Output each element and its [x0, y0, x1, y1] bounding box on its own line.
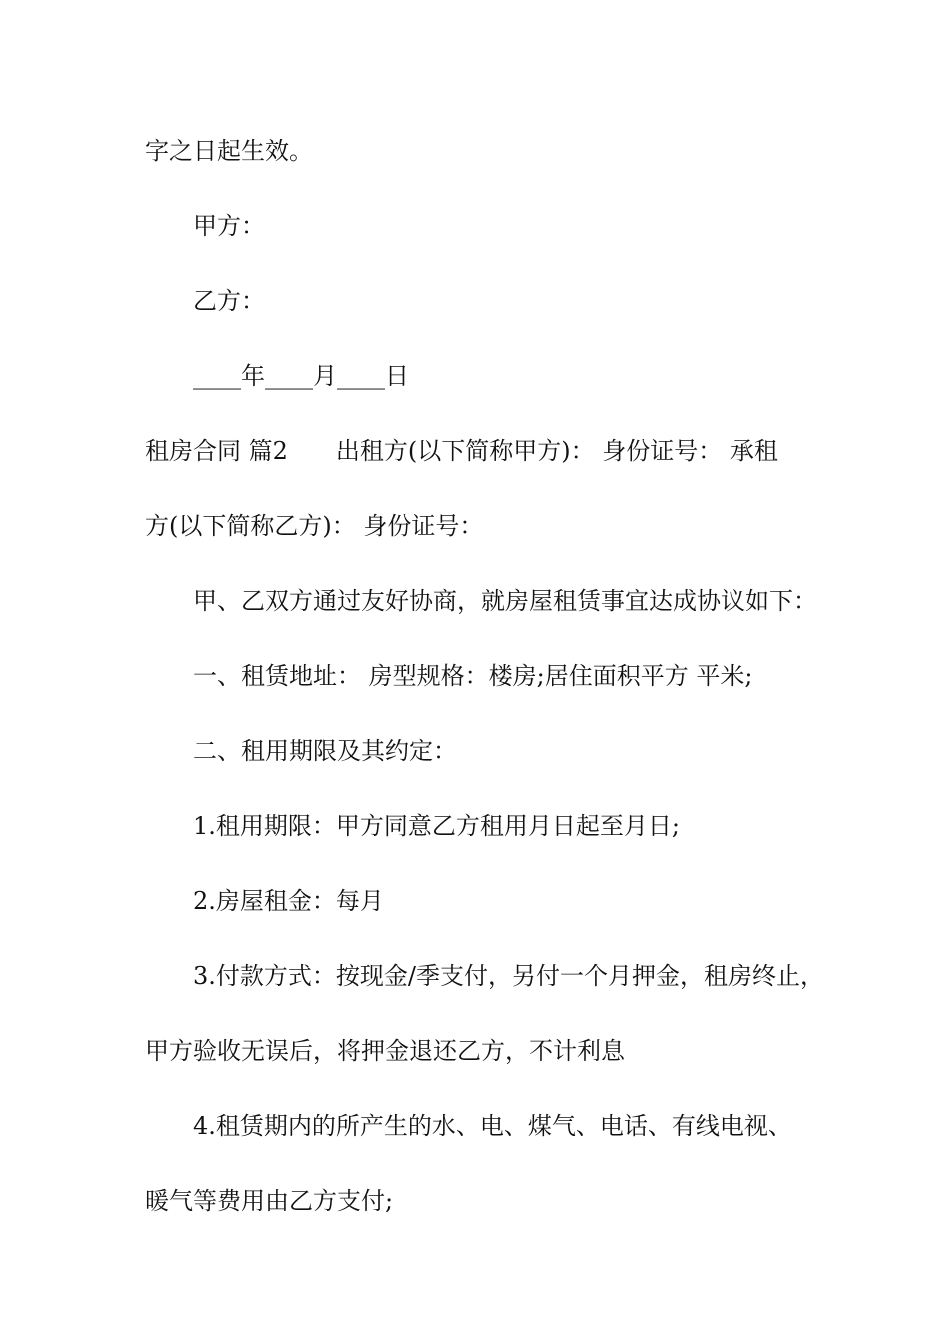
text-line: 字之日起生效。 — [145, 137, 313, 165]
clause-line: 1.租用期限：甲方同意乙方租用月日起至月日; — [193, 812, 680, 840]
text-line: 方(以下简称乙方)： 身份证号： — [145, 512, 484, 540]
party-b-label: 乙方： — [193, 287, 265, 315]
clause-line: 2.房屋租金：每月 — [193, 887, 384, 915]
text-line: 甲、乙双方通过友好协商，就房屋租赁事宜达成协议如下： — [193, 587, 817, 615]
clause-line: 一、租赁地址： 房型规格：楼房;居住面积平方 平米; — [193, 662, 753, 690]
clause-line: 4.租赁期内的所产生的水、电、煤气、电话、有线电视、 — [193, 1112, 792, 1140]
clause-line: 二、租用期限及其约定： — [193, 737, 457, 765]
clause-line: 3.付款方式：按现金/季支付，另付一个月押金，租房终止， — [193, 962, 824, 990]
text-line: 甲方验收无误后，将押金退还乙方，不计利息 — [145, 1037, 625, 1065]
contract-heading-line: 租房合同 篇2 出租方(以下简称甲方)： 身份证号： 承租 — [145, 437, 778, 465]
party-a-label: 甲方： — [193, 212, 265, 240]
text-line: 暖气等费用由乙方支付; — [145, 1187, 394, 1215]
date-line: ____年____月____日 — [193, 362, 409, 390]
